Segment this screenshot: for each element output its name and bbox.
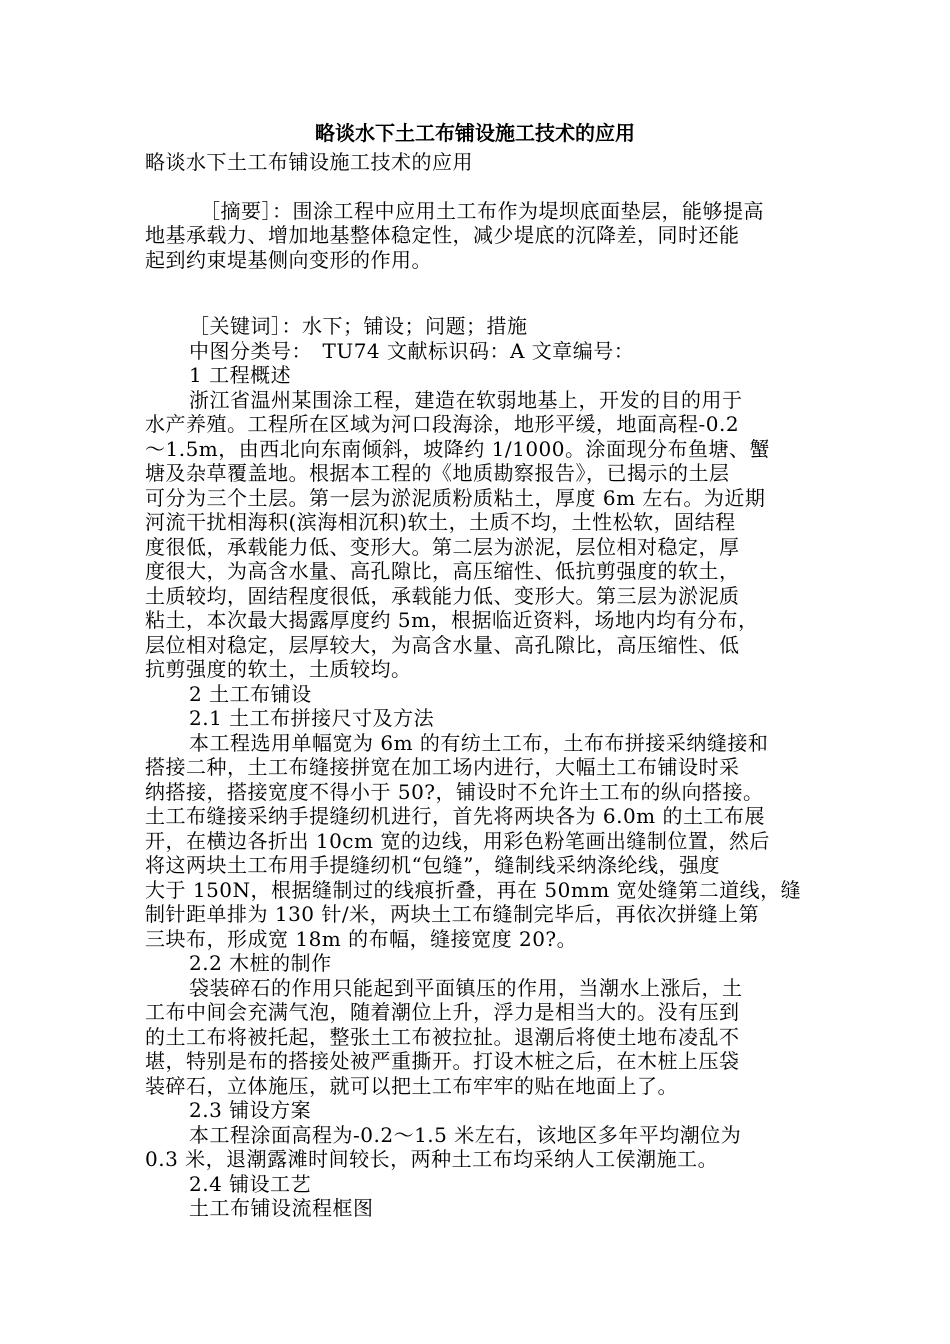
paragraph-line: 的土工布将被托起，整张土工布被拉扯。退潮后将使土地布凌乱不 (145, 1024, 740, 1049)
paragraph-line: 层位相对稳定，层厚较大，为高含水量、高孔隙比，高压缩性、低 (145, 632, 740, 657)
paragraph-line: 塘及杂草覆盖地。根据本工程的《地质勘察报告》，已揭示的土层 (145, 461, 730, 485)
paragraph-line: 河流干扰相海积(滨海相沉积)软土，土质不均，土性松软，固结程 (145, 510, 736, 534)
paragraph-line: 土质较均，固结程度很低，承载能力低、变形大。第三层为淤泥质 (145, 583, 740, 608)
paragraph-line: 土工布缝接采纳手提缝纫机进行，首先将两块各为 6.0m 的土工布展 (145, 804, 765, 828)
paragraph-line: 工布中间会充满气泡，随着潮位上升，浮力是相当大的。没有压到 (145, 1000, 740, 1024)
document-subtitle: 略谈水下土工布铺设施工技术的应用 (145, 150, 473, 174)
section-heading-2-4: 2.4 铺设工艺 (189, 1171, 312, 1196)
paragraph-line: 大于 150N，根据缝制过的线痕折叠，再在 50mm 宽处缝第二道线，缝 (145, 877, 802, 902)
abstract-line: 地基承载力、增加地基整体稳定性，减少堤底的沉降差，同时还能 (145, 223, 740, 247)
paragraph-line: 纳搭接，搭接宽度不得小于 50?，铺设时不允许土工布的纵向搭接。 (145, 779, 764, 804)
paragraph-plan (145, 1123, 807, 1172)
classification-line: 中图分类号： TU74 文献标识码：A 文章编号： (189, 338, 635, 363)
paragraph-line: 袋装碎石的作用只能起到平面镇压的作用，当潮水上涨后，土 (189, 975, 743, 1000)
paragraph-line: 本工程涂面高程为-0.2～1.5 米左右，该地区多年平均潮位为 (189, 1122, 742, 1147)
keywords-line: ［关键词］：水下；铺设；问题；措施 (189, 314, 528, 338)
paragraph-line: 堪，特别是布的搭接处被严重撕开。打设木桩之后，在木桩上压袋 (145, 1049, 740, 1073)
paragraph-line: 装碎石，立体施压，就可以把土工布牢牢的贴在地面上了。 (145, 1073, 678, 1098)
paragraph-line: 度很低，承载能力低、变形大。第二层为淤泥，层位相对稳定，厚 (145, 534, 740, 559)
section-heading-2-1: 2.1 土工布拼接尺寸及方法 (189, 706, 435, 730)
paragraph-line: 浙江省温州某围涂工程，建造在软弱地基上，开发的目的用于 (189, 387, 743, 412)
paragraph-line: 三块布，形成宽 18m 的布幅，缝接宽度 20?。 (145, 926, 578, 951)
paragraph-line: 搭接二种，土工布缝接拼宽在加工场内进行，大幅土工布铺设时采 (145, 755, 740, 779)
paragraph-line: ～1.5m，由西北向东南倾斜，坡降约 1/1000。涂面现分布鱼塘、蟹 (145, 436, 770, 461)
paragraph-splicing (145, 731, 807, 952)
document-body (145, 150, 807, 1221)
section-heading-2: 2 土工布铺设 (189, 681, 312, 706)
paragraph-overview (145, 388, 807, 682)
paragraph-line: 0.3 米，退潮露滩时间较长，两种土工布均采纳人工侯潮施工。 (145, 1147, 719, 1171)
flowchart-caption: 土工布铺设流程框图 (189, 1196, 374, 1220)
paragraph-line: 粘土，本次最大揭露厚度约 5m，根据临近资料，场地内均有分布， (145, 608, 759, 632)
document-title: 略谈水下土工布铺设施工技术的应用 (315, 121, 635, 145)
paragraph-line: 将这两块土工布用手提缝纫机“包缝”，缝制线采纳涤纶线，强度 (145, 853, 720, 877)
section-heading-1: 1 工程概述 (189, 363, 292, 387)
paragraph-line: 制针距单排为 130 针/米，两块土工布缝制完毕后，再依次拼缝上第 (145, 902, 760, 926)
paragraph-line: 度很大，为高含水量、高孔隙比，高压缩性、低抗剪强度的软土， (145, 559, 740, 583)
abstract-line: ［摘要］：围涂工程中应用土工布作为堤坝底面垫层，能够提高 (200, 198, 764, 223)
paragraph-line: 水产养殖。工程所在区域为河口段海涂，地形平缓，地面高程-0.2 (145, 412, 740, 436)
section-heading-2-2: 2.2 木桩的制作 (189, 951, 332, 975)
paragraph-line: 可分为三个土层。第一层为淤泥质粉质粘土，厚度 6m 左右。为近期 (145, 485, 766, 510)
paragraph-line: 开，在横边各折出 10cm 宽的边线，用彩色粉笔画出缝制位置，然后 (145, 828, 770, 853)
abstract-paragraph (145, 199, 807, 273)
paragraph-stakes (145, 976, 807, 1099)
paragraph-line: 本工程选用单幅宽为 6m 的有纺土工布，土布布拼接采纳缝接和 (189, 730, 769, 755)
abstract-line: 起到约束堤基侧向变形的作用。 (145, 247, 432, 272)
section-heading-2-3: 2.3 铺设方案 (189, 1098, 312, 1122)
paragraph-line: 抗剪强度的软土，土质较均。 (145, 657, 412, 681)
